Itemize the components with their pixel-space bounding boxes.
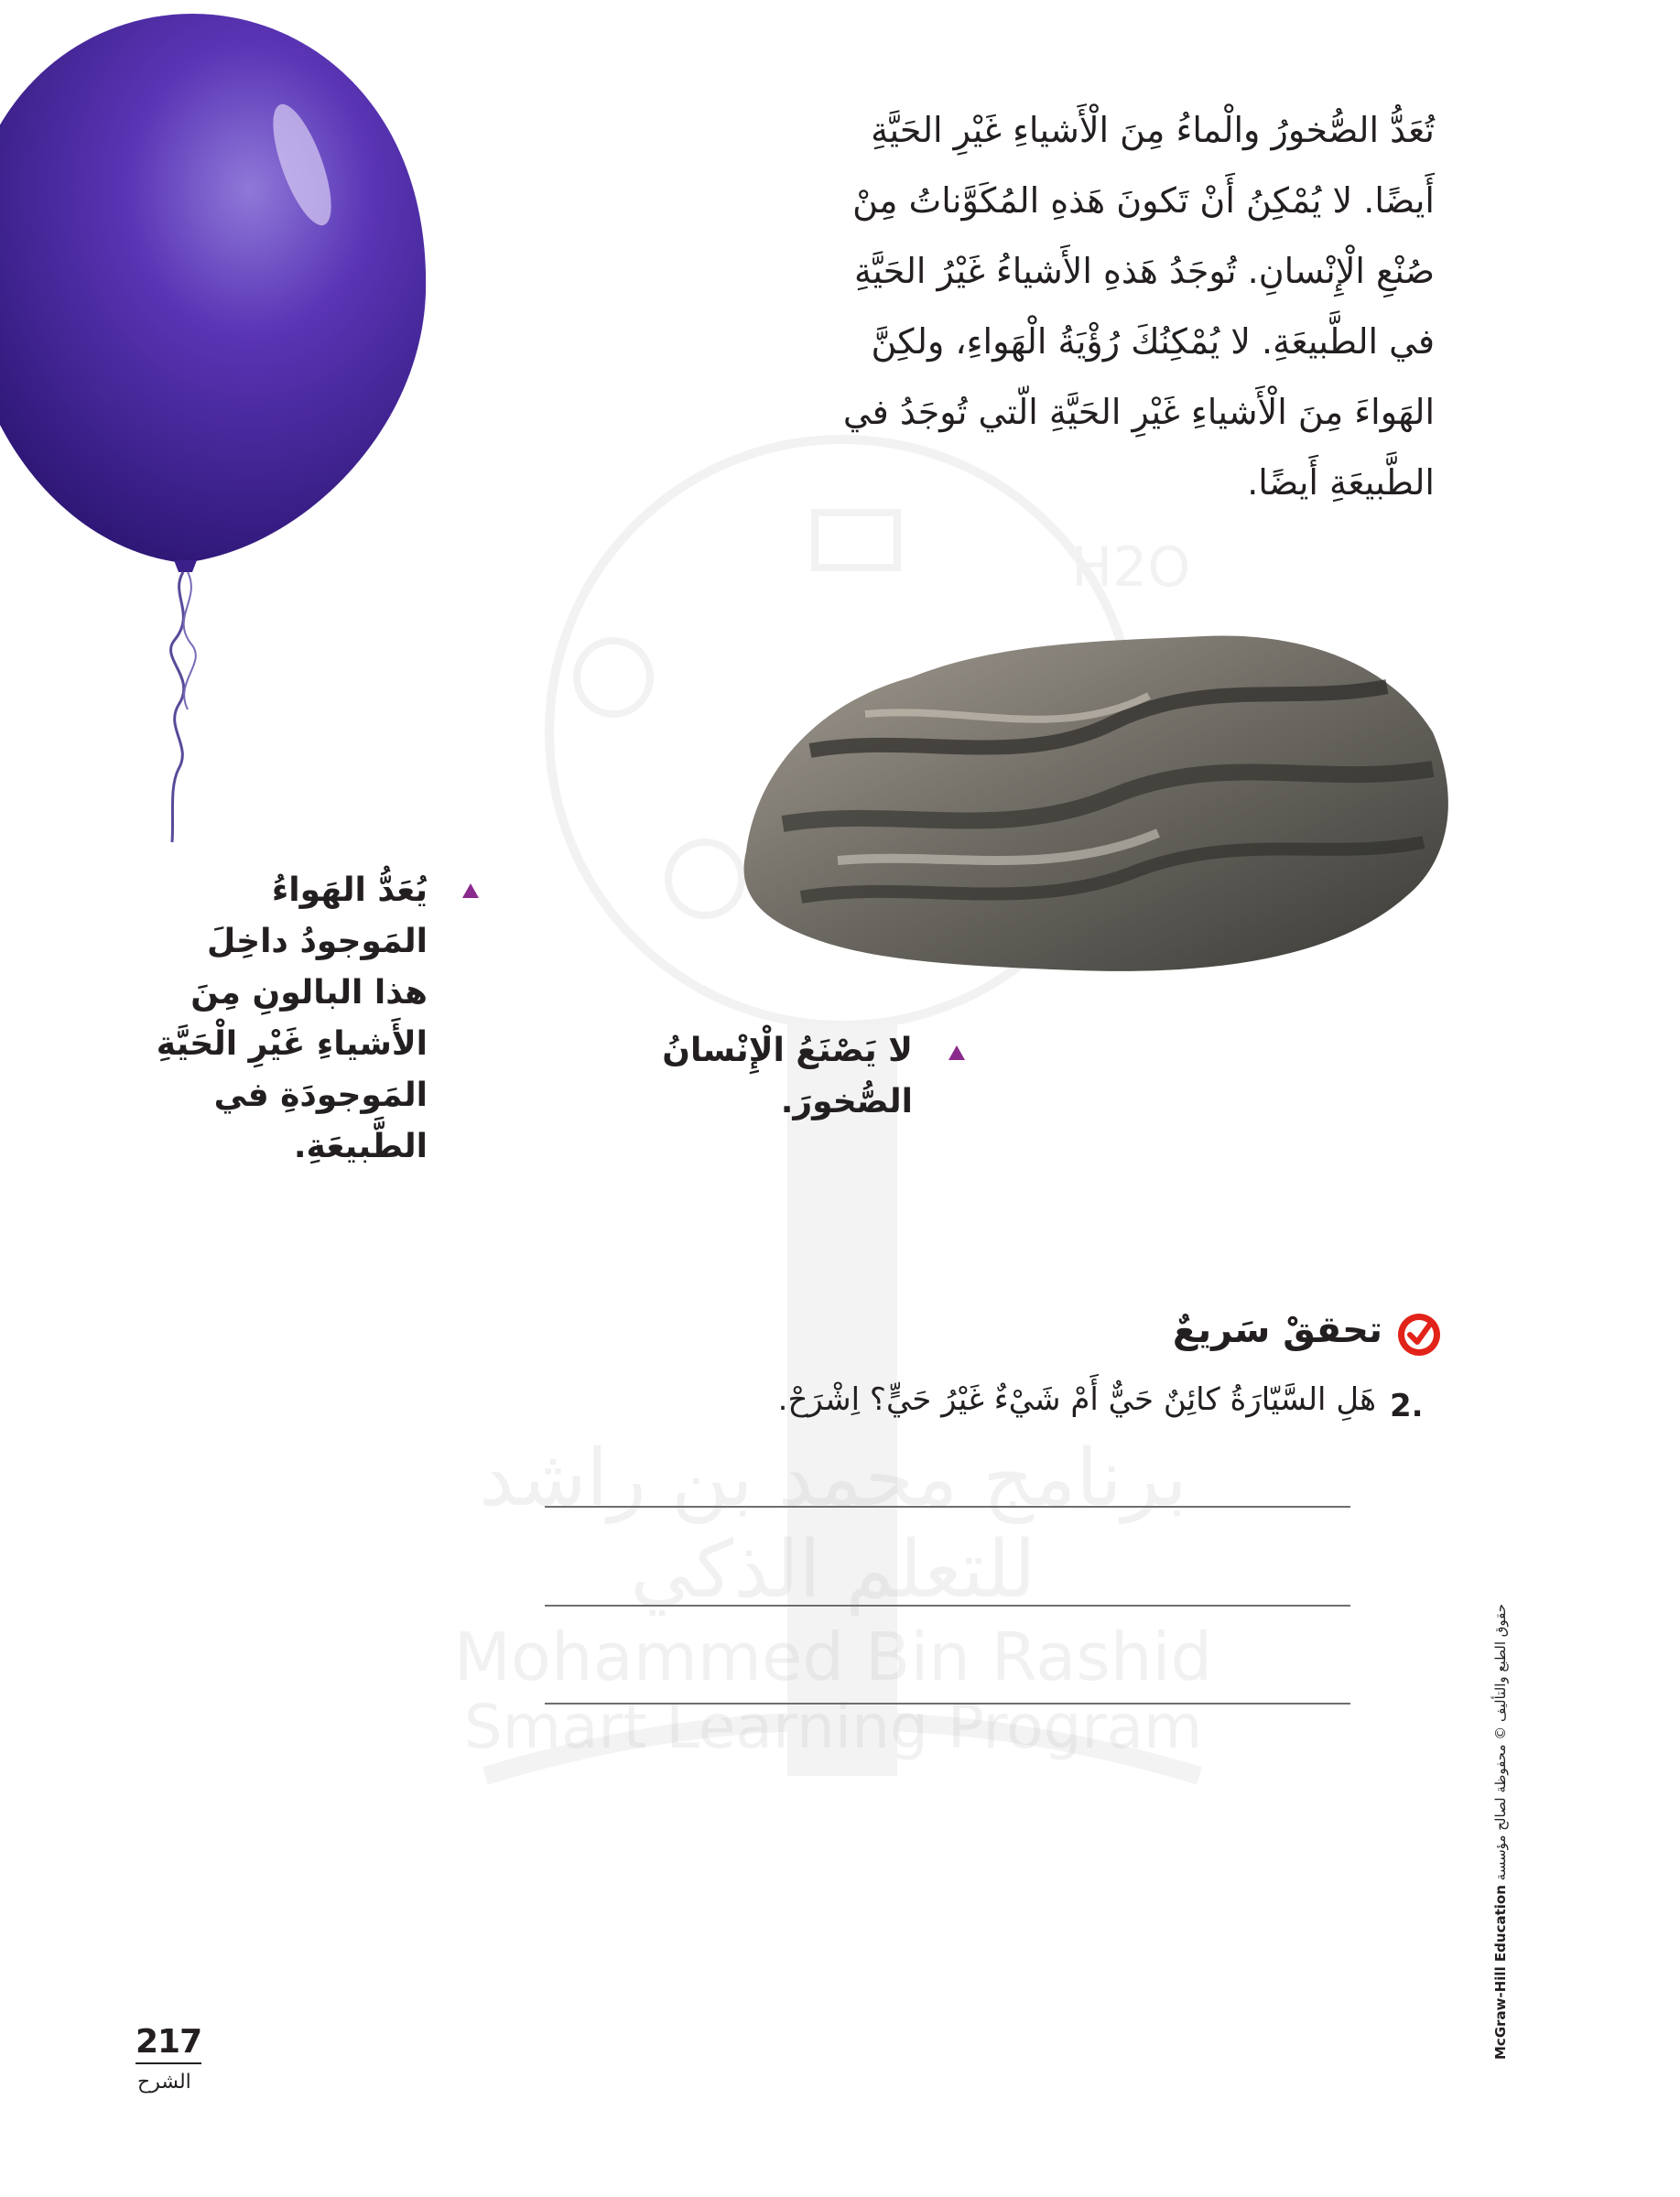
caption-line: الأَشياءِ غَيْرِ الْحَيَّةِ [156,1025,428,1063]
watermark-arabic-line2: للتعلم الذكي [630,1524,1036,1616]
caption-line: لا يَصْنَعُ الْإِنْسانُ [662,1032,913,1069]
paragraph-line: الطَّبيعَةِ أَيضًا. [1247,462,1435,503]
caption-line: الطَّبيعَةِ. [293,1128,428,1165]
caption-triangle-icon [462,883,479,898]
question-text: هَلِ السَّيّارَةُ كائِنٌ حَيٌّ أَمْ شَيْءٌ غَيْرُ حَيٍّ؟ اِشْرَحْ. [777,1381,1376,1418]
rock-image [728,622,1460,989]
footer-section-label: الشرح [137,2071,191,2094]
watermark-english-line1: Mohammed Bin Rashid [453,1618,1213,1695]
watermark-english-line2: Smart Learning Program [463,1692,1203,1762]
caption-line: يُعَدُّ الهَواءُ [271,871,428,909]
quick-check-title: تحققْ سَريعٌ [1172,1309,1382,1351]
rock-caption [583,1025,913,1128]
caption-triangle-icon [948,1045,965,1060]
copyright-prefix: حقوق الطبع والتأليف © محفوظة لصالح مؤسسة [1492,1603,1509,1881]
check-badge-icon [1396,1312,1442,1358]
main-paragraph [711,95,1435,518]
answer-line[interactable] [545,1703,1350,1705]
answer-line[interactable] [545,1605,1350,1607]
balloon-image [0,0,439,842]
caption-line: الصُّخورَ. [780,1083,913,1120]
side-copyright [1492,1584,1509,2060]
watermark-arabic-line1: برنامج محمد بن راشد [479,1433,1187,1524]
question-number: 2. [1390,1388,1424,1424]
paragraph-line: الهَواءَ مِنَ الْأَشياءِ غَيْرِ الحَيَّةِ الّتي تُوجَدُ في [842,392,1435,432]
answer-line[interactable] [545,1506,1350,1508]
svg-text:H2O: H2O [1071,536,1191,600]
balloon-caption [98,865,428,1173]
page-number: 217 [135,2023,201,2064]
paragraph-line: في الطَّبيعَةِ. لا يُمْكِنُكَ رُؤْيَةُ الْهَواءِ، ولكِنَّ [871,321,1435,362]
caption-line: المَوجودَةِ في [213,1077,428,1114]
copyright-brand: McGraw-Hill Education [1492,1885,1509,2060]
paragraph-line: أَيضًا. لا يُمْكِنُ أَنْ تَكونَ هَذهِ المُكَوَّناتُ مِنْ [852,180,1435,221]
paragraph-line: تُعَدُّ الصُّخورُ والْماءُ مِنَ الْأَشياءِ غَيْرِ الحَيَّةِ [871,110,1435,150]
caption-line: هذا البالونِ مِنَ [190,974,428,1012]
caption-line: المَوجودُ داخِلَ [207,923,428,960]
paragraph-line: صُنْعِ الْإِنْسانِ. تُوجَدُ هَذهِ الأَشياءُ غَيْرُ الحَيَّةِ [853,251,1435,291]
